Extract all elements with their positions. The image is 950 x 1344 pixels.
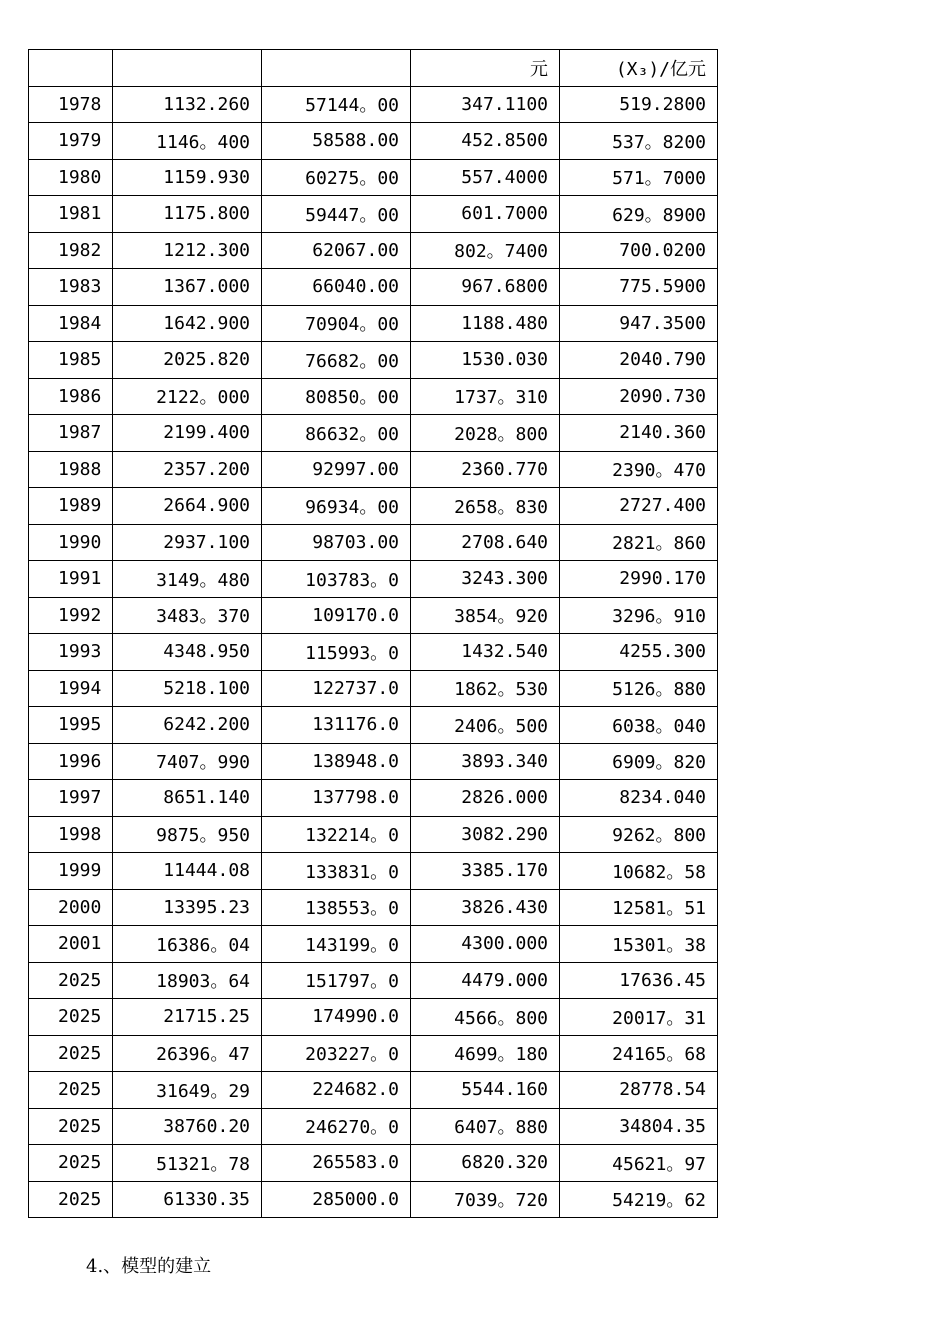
value-cell: 1530.030 xyxy=(411,342,560,379)
table-row xyxy=(29,1108,718,1145)
value-cell: 115993。0 xyxy=(262,634,411,671)
value-cell: 109170.0 xyxy=(262,597,411,634)
year-cell: 2001 xyxy=(29,926,113,963)
value-cell: 5126。880 xyxy=(560,670,718,707)
value-cell: 62067.00 xyxy=(262,232,411,269)
value-cell: 1175.800 xyxy=(113,196,262,233)
year-cell: 1991 xyxy=(29,561,113,598)
table-row xyxy=(29,999,718,1036)
year-cell: 2025 xyxy=(29,1145,113,1182)
value-cell: 2821。860 xyxy=(560,524,718,561)
value-cell: 12581。51 xyxy=(560,889,718,926)
value-cell: 76682。00 xyxy=(262,342,411,379)
value-cell: 15301。38 xyxy=(560,926,718,963)
value-cell: 1737。310 xyxy=(411,378,560,415)
table-row xyxy=(29,1145,718,1182)
value-cell: 2708.640 xyxy=(411,524,560,561)
value-cell: 2357.200 xyxy=(113,451,262,488)
year-cell: 1983 xyxy=(29,269,113,306)
value-cell: 24165。68 xyxy=(560,1035,718,1072)
year-cell: 2000 xyxy=(29,889,113,926)
value-cell: 2990.170 xyxy=(560,561,718,598)
value-cell: 3082.290 xyxy=(411,816,560,853)
value-cell: 246270。0 xyxy=(262,1108,411,1145)
value-cell: 3483。370 xyxy=(113,597,262,634)
header-cell-2 xyxy=(262,50,411,87)
value-cell: 203227。0 xyxy=(262,1035,411,1072)
table-row xyxy=(29,670,718,707)
value-cell: 3149。480 xyxy=(113,561,262,598)
value-cell: 8651.140 xyxy=(113,780,262,817)
value-cell: 2360.770 xyxy=(411,451,560,488)
value-cell: 58588.00 xyxy=(262,123,411,160)
value-cell: 20017。31 xyxy=(560,999,718,1036)
value-cell: 61330.35 xyxy=(113,1181,262,1218)
value-cell: 3385.170 xyxy=(411,853,560,890)
value-cell: 224682.0 xyxy=(262,1072,411,1109)
value-cell: 60275。00 xyxy=(262,159,411,196)
value-cell: 4300.000 xyxy=(411,926,560,963)
table-row xyxy=(29,962,718,999)
value-cell: 122737.0 xyxy=(262,670,411,707)
year-cell: 2025 xyxy=(29,1072,113,1109)
value-cell: 2390。470 xyxy=(560,451,718,488)
value-cell: 2199.400 xyxy=(113,415,262,452)
value-cell: 2028。800 xyxy=(411,415,560,452)
table-row xyxy=(29,743,718,780)
table-row xyxy=(29,488,718,525)
value-cell: 16386。04 xyxy=(113,926,262,963)
value-cell: 1432.540 xyxy=(411,634,560,671)
value-cell: 1146。400 xyxy=(113,123,262,160)
value-cell: 4479.000 xyxy=(411,962,560,999)
year-cell: 1989 xyxy=(29,488,113,525)
value-cell: 452.8500 xyxy=(411,123,560,160)
table-row xyxy=(29,159,718,196)
year-cell: 1996 xyxy=(29,743,113,780)
table-row xyxy=(29,1181,718,1218)
value-cell: 6038。040 xyxy=(560,707,718,744)
value-cell: 629。8900 xyxy=(560,196,718,233)
value-cell: 6407。880 xyxy=(411,1108,560,1145)
value-cell: 6242.200 xyxy=(113,707,262,744)
year-cell: 1980 xyxy=(29,159,113,196)
value-cell: 26396。47 xyxy=(113,1035,262,1072)
value-cell: 2658。830 xyxy=(411,488,560,525)
year-cell: 1993 xyxy=(29,634,113,671)
value-cell: 537。8200 xyxy=(560,123,718,160)
value-cell: 5544.160 xyxy=(411,1072,560,1109)
year-cell: 1990 xyxy=(29,524,113,561)
table-row xyxy=(29,196,718,233)
year-cell: 1998 xyxy=(29,816,113,853)
year-cell: 1984 xyxy=(29,305,113,342)
header-cell-year xyxy=(29,50,113,87)
year-cell: 2025 xyxy=(29,962,113,999)
table-row xyxy=(29,232,718,269)
value-cell: 4255.300 xyxy=(560,634,718,671)
value-cell: 2664.900 xyxy=(113,488,262,525)
value-cell: 601.7000 xyxy=(411,196,560,233)
value-cell: 3893.340 xyxy=(411,743,560,780)
value-cell: 18903。64 xyxy=(113,962,262,999)
value-cell: 2025.820 xyxy=(113,342,262,379)
value-cell: 132214。0 xyxy=(262,816,411,853)
value-cell: 802。7400 xyxy=(411,232,560,269)
value-cell: 1367.000 xyxy=(113,269,262,306)
year-cell: 1995 xyxy=(29,707,113,744)
table-row xyxy=(29,415,718,452)
value-cell: 96934。00 xyxy=(262,488,411,525)
value-cell: 2040.790 xyxy=(560,342,718,379)
table-row xyxy=(29,926,718,963)
value-cell: 138553。0 xyxy=(262,889,411,926)
table-row xyxy=(29,451,718,488)
value-cell: 137798.0 xyxy=(262,780,411,817)
value-cell: 265583.0 xyxy=(262,1145,411,1182)
table-row xyxy=(29,123,718,160)
value-cell: 59447。00 xyxy=(262,196,411,233)
value-cell: 8234.040 xyxy=(560,780,718,817)
year-cell: 1992 xyxy=(29,597,113,634)
data-table-body xyxy=(29,50,718,1218)
value-cell: 11444.08 xyxy=(113,853,262,890)
value-cell: 66040.00 xyxy=(262,269,411,306)
value-cell: 571。7000 xyxy=(560,159,718,196)
value-cell: 4566。800 xyxy=(411,999,560,1036)
year-cell: 1979 xyxy=(29,123,113,160)
table-row xyxy=(29,1072,718,1109)
value-cell: 2140.360 xyxy=(560,415,718,452)
year-cell: 1994 xyxy=(29,670,113,707)
header-cell-4: (X₃)/亿元 xyxy=(560,50,718,87)
value-cell: 7039。720 xyxy=(411,1181,560,1218)
table-row xyxy=(29,561,718,598)
value-cell: 21715.25 xyxy=(113,999,262,1036)
value-cell: 6820.320 xyxy=(411,1145,560,1182)
year-cell: 2025 xyxy=(29,999,113,1036)
value-cell: 285000.0 xyxy=(262,1181,411,1218)
value-cell: 1642.900 xyxy=(113,305,262,342)
value-cell: 103783。0 xyxy=(262,561,411,598)
value-cell: 98703.00 xyxy=(262,524,411,561)
value-cell: 3243.300 xyxy=(411,561,560,598)
value-cell: 151797。0 xyxy=(262,962,411,999)
table-row xyxy=(29,86,718,123)
section-heading: 4.、模型的建立 xyxy=(86,1256,212,1277)
value-cell: 45621。97 xyxy=(560,1145,718,1182)
value-cell: 174990.0 xyxy=(262,999,411,1036)
header-cell-1 xyxy=(113,50,262,87)
table-row xyxy=(29,378,718,415)
table-row xyxy=(29,853,718,890)
value-cell: 131176.0 xyxy=(262,707,411,744)
table-row xyxy=(29,269,718,306)
value-cell: 70904。00 xyxy=(262,305,411,342)
value-cell: 1212.300 xyxy=(113,232,262,269)
value-cell: 1132.260 xyxy=(113,86,262,123)
year-cell: 1978 xyxy=(29,86,113,123)
value-cell: 557.4000 xyxy=(411,159,560,196)
value-cell: 1159.930 xyxy=(113,159,262,196)
value-cell: 80850。00 xyxy=(262,378,411,415)
year-cell: 2025 xyxy=(29,1035,113,1072)
year-cell: 1986 xyxy=(29,378,113,415)
table-row xyxy=(29,524,718,561)
value-cell: 3826.430 xyxy=(411,889,560,926)
table-row xyxy=(29,305,718,342)
value-cell: 7407。990 xyxy=(113,743,262,780)
value-cell: 2727.400 xyxy=(560,488,718,525)
year-cell: 1987 xyxy=(29,415,113,452)
value-cell: 38760.20 xyxy=(113,1108,262,1145)
year-cell: 1999 xyxy=(29,853,113,890)
year-cell: 2025 xyxy=(29,1181,113,1218)
value-cell: 57144。00 xyxy=(262,86,411,123)
value-cell: 1862。530 xyxy=(411,670,560,707)
year-cell: 2025 xyxy=(29,1108,113,1145)
value-cell: 28778.54 xyxy=(560,1072,718,1109)
value-cell: 519.2800 xyxy=(560,86,718,123)
value-cell: 947.3500 xyxy=(560,305,718,342)
value-cell: 4699。180 xyxy=(411,1035,560,1072)
value-cell: 10682。58 xyxy=(560,853,718,890)
data-table xyxy=(28,49,718,1218)
table-header-row xyxy=(29,50,718,87)
value-cell: 775.5900 xyxy=(560,269,718,306)
value-cell: 700.0200 xyxy=(560,232,718,269)
year-cell: 1982 xyxy=(29,232,113,269)
value-cell: 4348.950 xyxy=(113,634,262,671)
year-cell: 1981 xyxy=(29,196,113,233)
table-row xyxy=(29,707,718,744)
header-cell-3: 元 xyxy=(411,50,560,87)
value-cell: 6909。820 xyxy=(560,743,718,780)
value-cell: 51321。78 xyxy=(113,1145,262,1182)
table-row xyxy=(29,816,718,853)
value-cell: 34804.35 xyxy=(560,1108,718,1145)
table-row xyxy=(29,889,718,926)
year-cell: 1988 xyxy=(29,451,113,488)
value-cell: 86632。00 xyxy=(262,415,411,452)
value-cell: 54219。62 xyxy=(560,1181,718,1218)
value-cell: 9875。950 xyxy=(113,816,262,853)
value-cell: 133831。0 xyxy=(262,853,411,890)
value-cell: 2122。000 xyxy=(113,378,262,415)
value-cell: 3296。910 xyxy=(560,597,718,634)
table-row xyxy=(29,342,718,379)
value-cell: 31649。29 xyxy=(113,1072,262,1109)
value-cell: 2406。500 xyxy=(411,707,560,744)
table-row xyxy=(29,597,718,634)
value-cell: 13395.23 xyxy=(113,889,262,926)
value-cell: 2937.100 xyxy=(113,524,262,561)
year-cell: 1985 xyxy=(29,342,113,379)
value-cell: 347.1100 xyxy=(411,86,560,123)
value-cell: 1188.480 xyxy=(411,305,560,342)
value-cell: 5218.100 xyxy=(113,670,262,707)
value-cell: 143199。0 xyxy=(262,926,411,963)
value-cell: 92997.00 xyxy=(262,451,411,488)
value-cell: 967.6800 xyxy=(411,269,560,306)
value-cell: 3854。920 xyxy=(411,597,560,634)
year-cell: 1997 xyxy=(29,780,113,817)
value-cell: 138948.0 xyxy=(262,743,411,780)
table-row xyxy=(29,780,718,817)
table-row xyxy=(29,634,718,671)
value-cell: 2826.000 xyxy=(411,780,560,817)
value-cell: 17636.45 xyxy=(560,962,718,999)
value-cell: 9262。800 xyxy=(560,816,718,853)
value-cell: 2090.730 xyxy=(560,378,718,415)
table-row xyxy=(29,1035,718,1072)
